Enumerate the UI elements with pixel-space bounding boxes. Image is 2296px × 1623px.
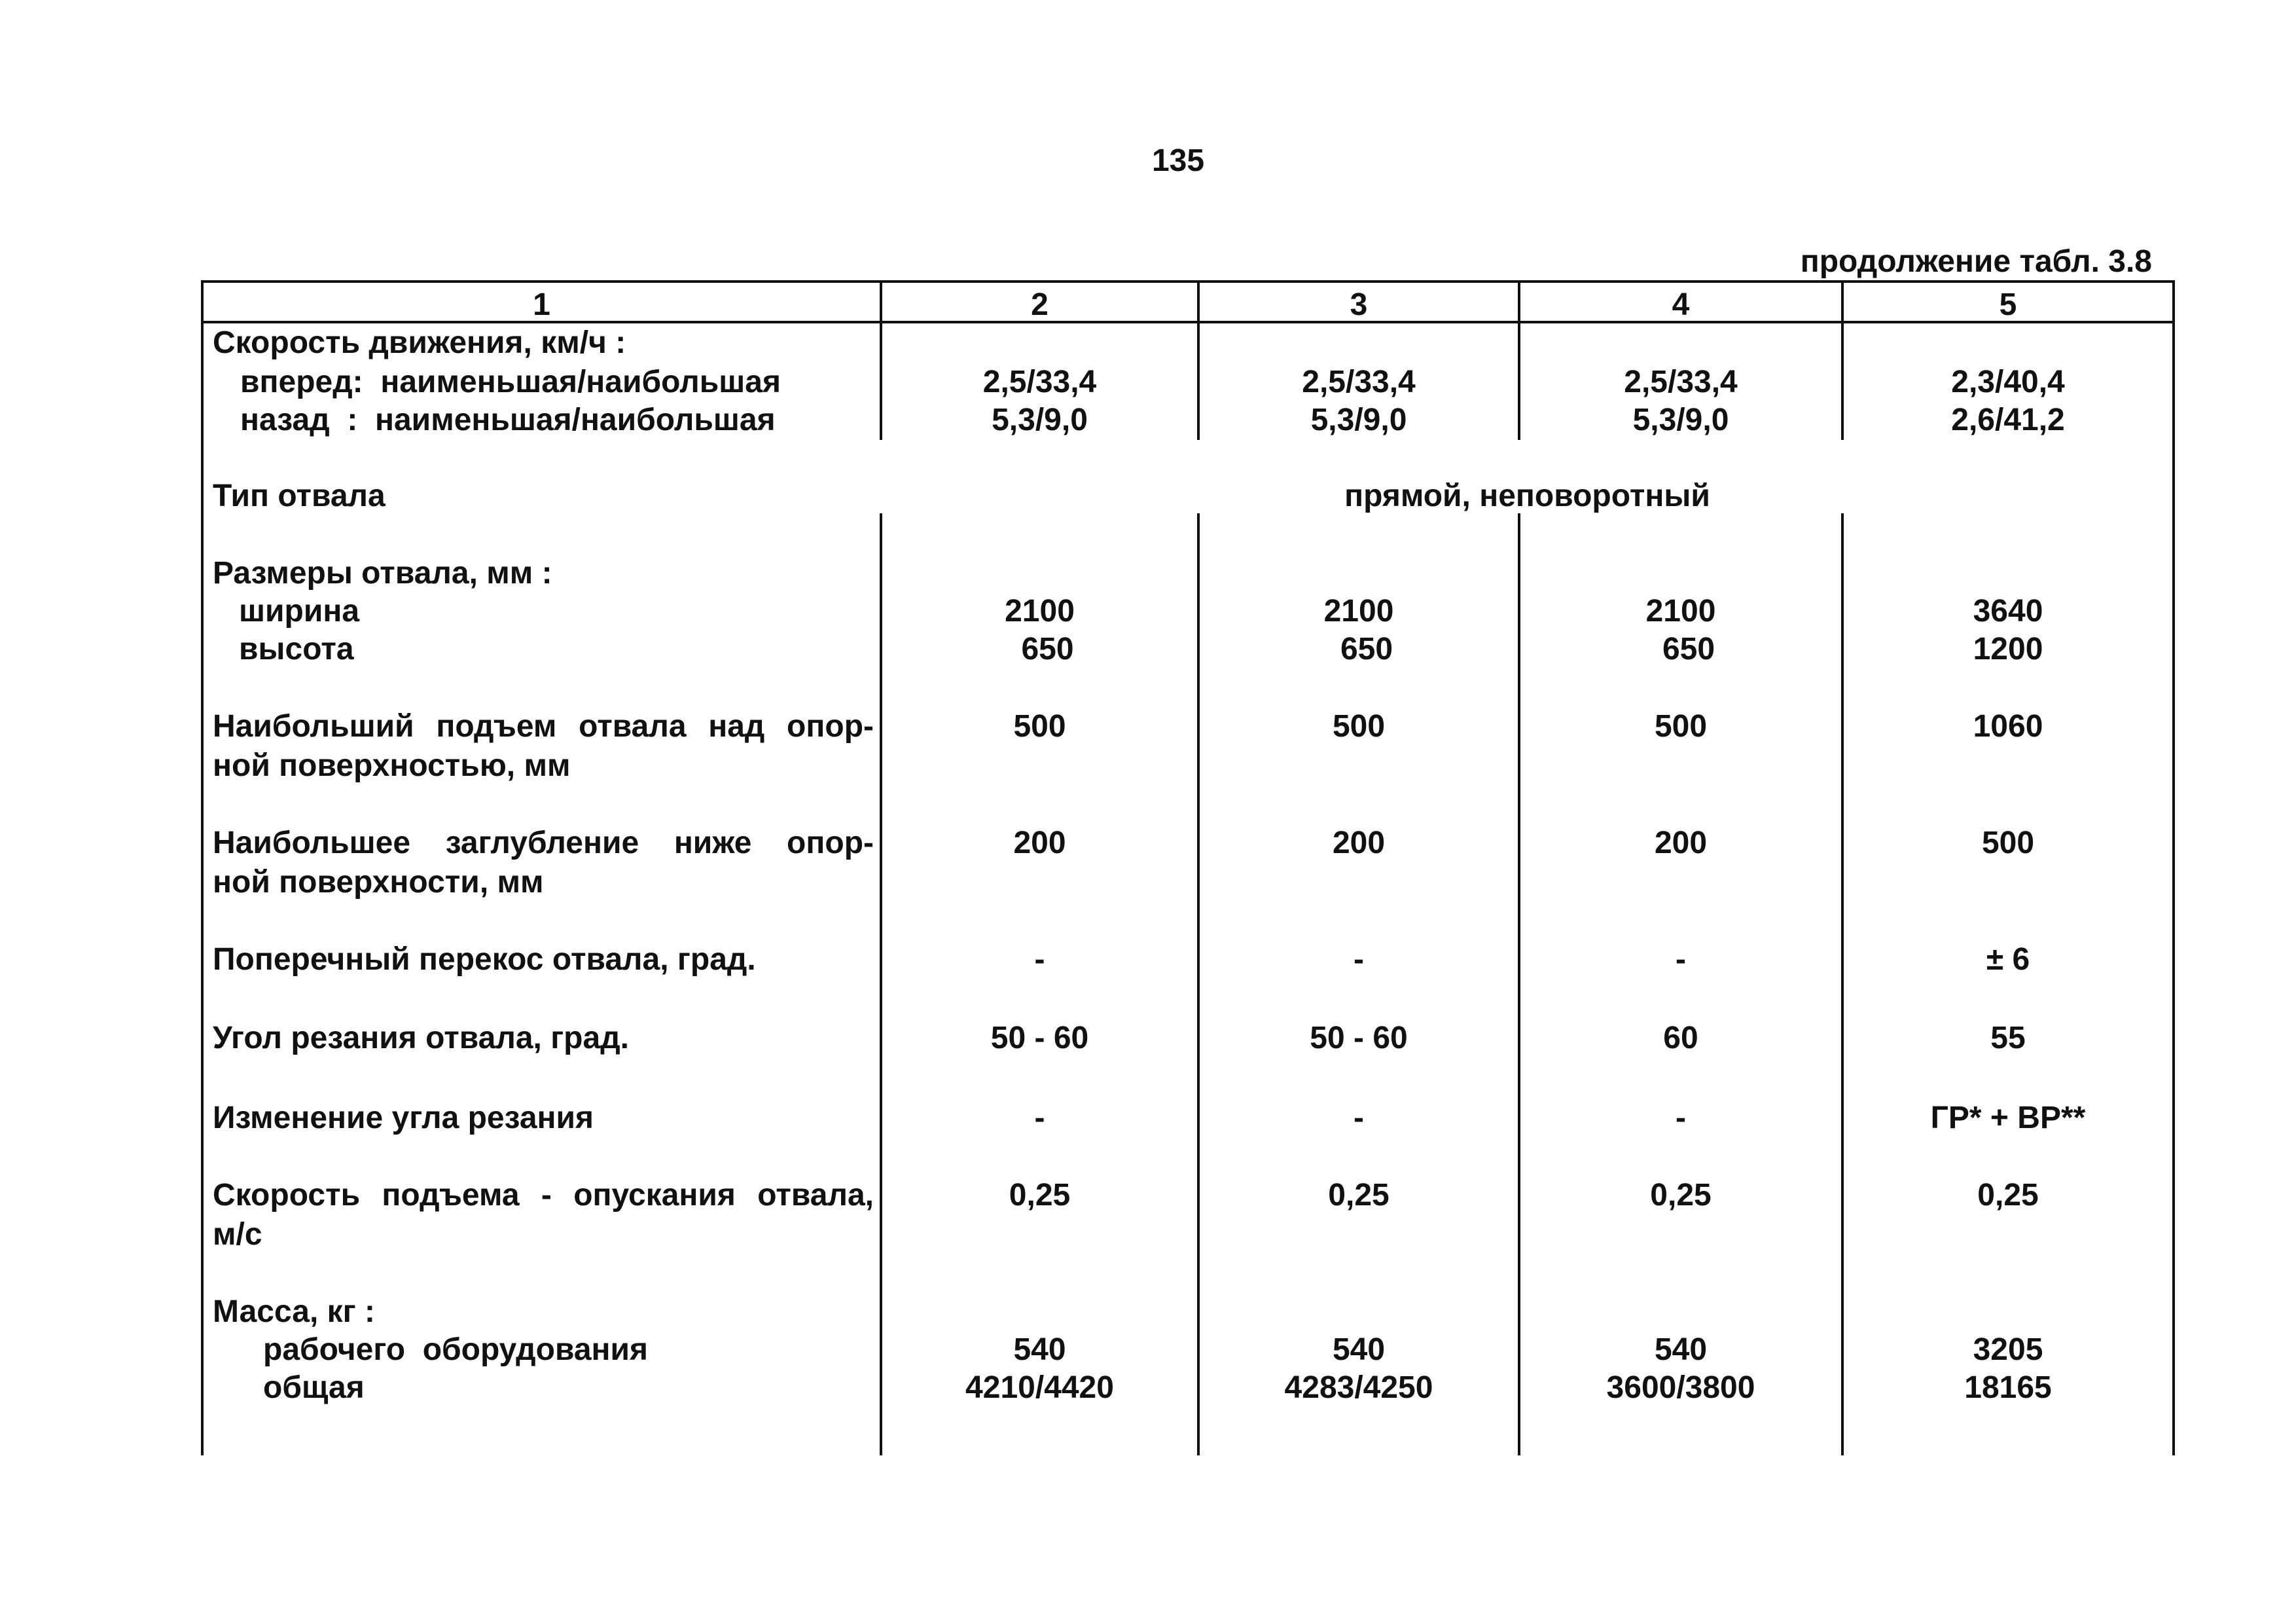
mass-total-value: 18165 bbox=[1964, 1370, 2052, 1405]
max-depth-value: 200 bbox=[1332, 826, 1386, 860]
max-lift-value: 1060 bbox=[1973, 709, 2043, 744]
mass-equipment-value: 540 bbox=[1013, 1332, 1066, 1367]
mass-total-value: 3600/3800 bbox=[1606, 1370, 1755, 1405]
lift-speed-value: 0,25 bbox=[1328, 1178, 1390, 1213]
blade-height-value: 1200 bbox=[1973, 632, 2043, 666]
blade-type-label: Тип отвала bbox=[213, 479, 386, 513]
spec-table bbox=[201, 280, 2175, 1455]
max-lift-label-cont: ной поверхностью, мм bbox=[213, 748, 571, 783]
blade-size-title: Размеры отвала, мм : bbox=[213, 556, 552, 591]
mass-title: Масса, кг : bbox=[213, 1294, 375, 1329]
lift-speed-label-cont: м/с bbox=[213, 1217, 262, 1252]
blade-height-label: высота bbox=[239, 632, 354, 666]
speed-forward-label: вперед: наименьшая/наибольшая bbox=[240, 365, 781, 399]
speed-backward-value: 5,3/9,0 bbox=[1632, 403, 1729, 437]
header-col-2: 2 bbox=[1031, 287, 1049, 322]
mass-equipment-value: 3205 bbox=[1973, 1332, 2043, 1367]
header-col-4: 4 bbox=[1672, 287, 1690, 322]
lift-speed-value: 0,25 bbox=[1977, 1178, 2039, 1213]
blade-height-value: 650 bbox=[1021, 632, 1074, 666]
blade-height-value: 650 bbox=[1662, 632, 1715, 666]
max-lift-value: 500 bbox=[1013, 709, 1066, 744]
max-depth-label-cont: ной поверхности, мм bbox=[213, 865, 544, 900]
table-right-border bbox=[2172, 280, 2175, 1455]
header-col-3: 3 bbox=[1350, 287, 1368, 322]
skew-label: Поперечный перекос отвала, град. bbox=[213, 942, 756, 977]
page-number: 135 bbox=[1151, 143, 1205, 178]
angle-change-label: Изменение угла резания bbox=[213, 1101, 594, 1135]
blade-width-label: ширина bbox=[239, 594, 360, 629]
speed-backward-value: 5,3/9,0 bbox=[1310, 403, 1407, 437]
mass-equipment-value: 540 bbox=[1654, 1332, 1708, 1367]
lift-speed-label: Скорость подъема - опускания отвала, bbox=[213, 1178, 874, 1213]
max-depth-value: 200 bbox=[1013, 826, 1066, 860]
blade-height-value: 650 bbox=[1340, 632, 1393, 666]
mass-equipment-value: 540 bbox=[1332, 1332, 1386, 1367]
angle-change-value: - bbox=[1034, 1101, 1045, 1135]
speed-backward-label: назад : наименьшая/наибольшая bbox=[240, 403, 776, 437]
speed-title: Скорость движения, км/ч : bbox=[213, 325, 626, 360]
skew-value: - bbox=[1034, 942, 1045, 977]
cut-angle-value: 50 - 60 bbox=[990, 1021, 1089, 1055]
header-col-5: 5 bbox=[1999, 287, 2017, 322]
table-top-border bbox=[201, 280, 2175, 283]
max-depth-value: 200 bbox=[1654, 826, 1708, 860]
speed-forward-value: 2,3/40,4 bbox=[1951, 365, 2065, 399]
skew-value: - bbox=[1354, 942, 1364, 977]
table-left-border bbox=[201, 280, 204, 1455]
blade-type-value: прямой, неповоротный bbox=[1344, 479, 1710, 513]
cut-angle-value: 50 - 60 bbox=[1310, 1021, 1408, 1055]
header-col-1: 1 bbox=[533, 287, 550, 322]
angle-change-value: - bbox=[1676, 1101, 1686, 1135]
blade-width-value: 3640 bbox=[1973, 594, 2043, 629]
max-lift-label: Наибольший подъем отвала над опор- bbox=[213, 709, 874, 744]
max-lift-value: 500 bbox=[1654, 709, 1708, 744]
speed-backward-value: 5,3/9,0 bbox=[992, 403, 1088, 437]
speed-forward-value: 2,5/33,4 bbox=[1302, 365, 1416, 399]
mass-equipment-label: рабочего оборудования bbox=[263, 1332, 649, 1367]
max-depth-label: Наибольшее заглубление ниже опор- bbox=[213, 826, 874, 860]
lift-speed-value: 0,25 bbox=[1009, 1178, 1071, 1213]
mass-total-label: общая bbox=[263, 1370, 365, 1405]
speed-forward-value: 2,5/33,4 bbox=[1624, 365, 1738, 399]
mass-total-value: 4210/4420 bbox=[965, 1370, 1114, 1405]
blade-width-value: 2100 bbox=[1323, 594, 1394, 629]
cut-angle-label: Угол резания отвала, град. bbox=[213, 1021, 629, 1055]
cut-angle-value: 60 bbox=[1663, 1021, 1698, 1055]
max-lift-value: 500 bbox=[1332, 709, 1386, 744]
speed-forward-value: 2,5/33,4 bbox=[982, 365, 1097, 399]
mass-total-value: 4283/4250 bbox=[1284, 1370, 1433, 1405]
skew-value: - bbox=[1676, 942, 1686, 977]
blade-width-value: 2100 bbox=[1645, 594, 1716, 629]
angle-change-value: - bbox=[1354, 1101, 1364, 1135]
table-continuation-caption: продолжение табл. 3.8 bbox=[1800, 244, 2152, 279]
max-depth-value: 500 bbox=[1981, 826, 2035, 860]
skew-value: ± 6 bbox=[1986, 942, 2030, 977]
speed-backward-value: 2,6/41,2 bbox=[1951, 403, 2065, 437]
blade-width-value: 2100 bbox=[1005, 594, 1075, 629]
lift-speed-value: 0,25 bbox=[1650, 1178, 1712, 1213]
cut-angle-value: 55 bbox=[1990, 1021, 2026, 1055]
angle-change-value: ГР* + ВР** bbox=[1930, 1101, 2086, 1135]
